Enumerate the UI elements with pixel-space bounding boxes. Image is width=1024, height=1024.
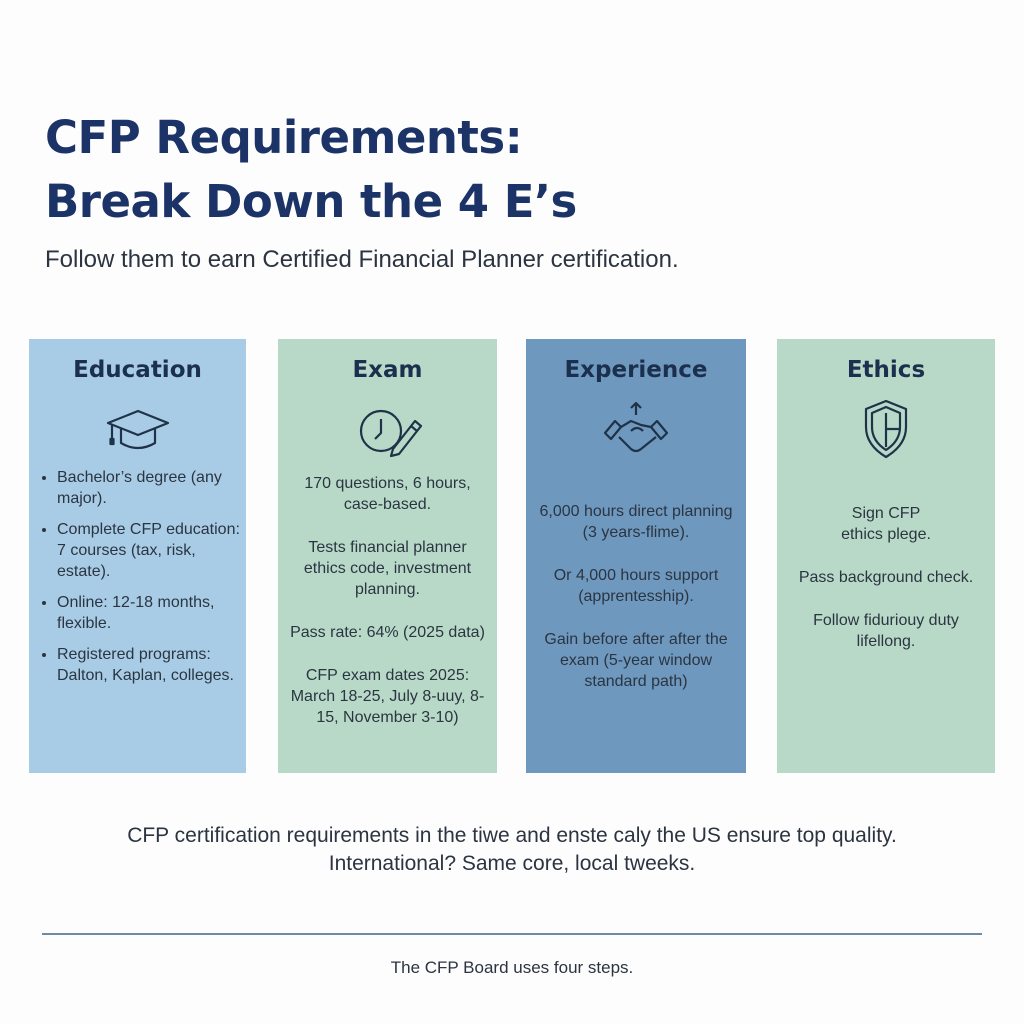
graduation-cap-icon	[103, 399, 173, 459]
card-title: Exam	[352, 357, 423, 383]
card-education	[29, 339, 246, 773]
card-exam	[278, 339, 497, 773]
footer-line-2: International? Same core, local tweeks.	[328, 852, 696, 875]
title-line-2: Break Down the 4 E’s	[45, 175, 577, 228]
exam-dates: CFP exam dates 2025: March 18-25, July 8-uuy, 8-15, November 3-10)	[290, 667, 485, 726]
experience-timing: Gain before after after the exam (5-year window standard path)	[544, 631, 728, 690]
card-ethics	[777, 339, 995, 773]
clock-pencil-icon	[353, 399, 423, 459]
ethics-background: Pass background check.	[798, 569, 974, 586]
footer-text	[0, 822, 1024, 878]
page-title	[45, 106, 577, 234]
exam-format: 170 questions, 6 hours, case-based.	[304, 475, 471, 513]
card-experience	[526, 339, 746, 773]
experience-support: Or 4,000 hours support (apprentesship).	[553, 567, 719, 605]
exam-pass-rate: Pass rate: 64% (2025 data)	[290, 624, 485, 641]
title-line-1: CFP Requirements:	[45, 111, 523, 164]
exam-topics: Tests financial planner ethics code, investment planning.	[303, 539, 472, 598]
card-title: Education	[73, 357, 202, 383]
subtitle: Follow them to earn Certified Financial Planner certification.	[45, 246, 679, 273]
list-item: • Online: 12-18 months, flexible.	[57, 592, 246, 634]
shield-icon	[851, 399, 921, 459]
footer-line-1: CFP certification requirements in the tiwe and enste caly the US ensure top quality.	[127, 824, 897, 847]
card-title: Experience	[564, 357, 708, 383]
list-item: • Complete CFP education: 7 courses (tax, risk, estate).	[57, 519, 246, 582]
experience-direct: 6,000 hours direct planning (3 years-flime).	[539, 503, 733, 541]
card-title: Ethics	[846, 357, 926, 383]
list-item: • Bachelor’s degree (any major).	[57, 467, 246, 509]
ethics-fiduciary: Follow fiduriouy duty lifellong.	[813, 612, 959, 650]
footer-note: The CFP Board uses four steps.	[390, 958, 634, 977]
list-item: • Registered programs: Dalton, Kaplan, colleges.	[57, 644, 246, 686]
ethics-pledge: Sign CFP ethics plege.	[841, 505, 931, 543]
handshake-icon	[601, 399, 671, 459]
divider	[42, 933, 982, 935]
